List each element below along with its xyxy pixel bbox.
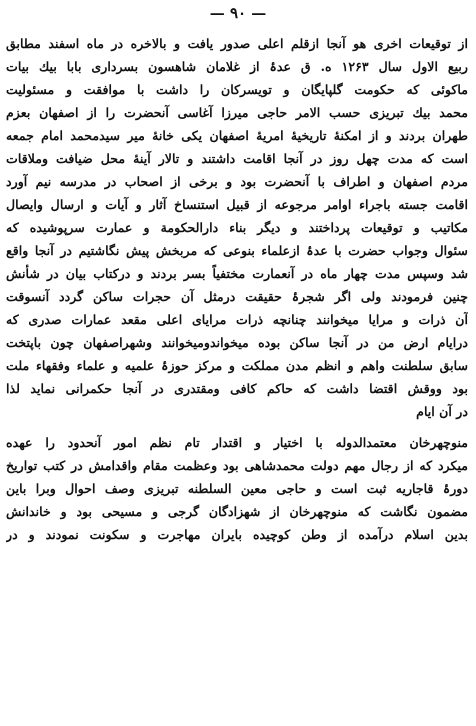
text-line: مضمون نگاشت که منوچهرخان از شهزادگان گرجی و مسیحی بود و خاندانش <box>6 504 468 519</box>
text-line: بدین اسلام درآمده از وطن کوچیده بایران مهاجرت و سکونت نمودند و در <box>6 527 468 542</box>
paragraph-gap <box>6 423 468 431</box>
text-line: طهران بردند و از امکنهٔ تاریخیهٔ امریهٔ اصفهان یکی خانهٔ میر سیدمحمد امام جمعه <box>6 128 468 143</box>
body-text <box>6 32 468 546</box>
text-line: درایام ارض من در آنجا ساکن بوده میخواندومیخوانند وشهراصفهان چون باپتخت <box>6 335 468 350</box>
text-line: منوچهرخان معتمدالدوله با اختیار و اقتدار تام نظم امور آنحدود را عهده <box>6 435 468 450</box>
text-line: از توقیعات اخری هو آنجا ازقلم اعلی صدور یافت و بالاخره در ماه اسفند مطابق <box>6 36 468 51</box>
text-line: بود ووقش اقتضا داشت که حاکم کافی ومقتدری در آنجا حکمرانی نماید لذا <box>6 381 468 396</box>
text-line: است که مدت چهل روز در آنجا اقامت داشتند و تالار آینهٔ محل ضیافت وملاقات <box>6 151 468 166</box>
text-line: ماکوئی که حکومت گلپایگان و تویسرکان را داشت با موافقت و مسئولیت <box>6 82 468 97</box>
text-line: محمد بیك تبریزی حسب الامر حاجی میرزا آغاسی آنحضرت را از اصفهان بعزم <box>6 105 468 120</box>
text-line: سابق سلطنت واهم و انظم مدن مملکت و مرکز حوزۂ علمیه و علماء وفقهاء ملت <box>6 358 468 373</box>
text-line: در آن ایام <box>416 404 468 419</box>
text-line: دورۂ قاجاریه ثبت است و حاجی معین السلطنه تبریزی وصف احوال وبرا باین <box>6 481 468 496</box>
text-line: مکاتیب و توقیعات پرداختند و دیگر بناء دارالحکومة و عمارت سرپوشیده که <box>6 220 468 235</box>
paragraph-1 <box>6 32 468 423</box>
text-line: چنین فرمودند ولی اگر شجرۂ حقیقت درمثل آن حجرات ساکن گردد آنسوقت <box>6 289 468 304</box>
text-line: ربیع الاول سال ۱۲۶۳ ه. ق عدۂ از غلامان شاهسون بسرداری بابا بیك بیات <box>6 59 468 74</box>
text-line: سئوال وجواب حضرت با عدۂ ازعلماء بنوعی که مربخش پیش نگاشتیم در آنجا واقع <box>6 243 468 258</box>
text-line: میکرد که از رجال مهم دولت محمدشاهی بود وعظمت مقام واقدامش در کتب تواریخ <box>6 458 468 473</box>
text-line: شد وسپس مدت چهار ماه در آنعمارت مختفیاً بسر بردند و درکتاب بیان در شأنش <box>6 266 468 281</box>
paragraph-2 <box>6 431 468 546</box>
text-line: آن ذرات و مرایا میخوانند چنانچه ذرات مرایای اعلی مقعد عمارات صدری که <box>6 312 468 327</box>
page-number: — ۹۰ — <box>209 4 267 22</box>
text-line: اقامت جسته باجراء اوامر مرجوعه از قبیل استنساخ آثار و آیات و ارسال وایصال <box>6 197 468 212</box>
text-line: مردم اصفهان و اطراف با آنحضرت بود و برخی از اصحاب در مدرسه نیم آورد <box>6 174 468 189</box>
